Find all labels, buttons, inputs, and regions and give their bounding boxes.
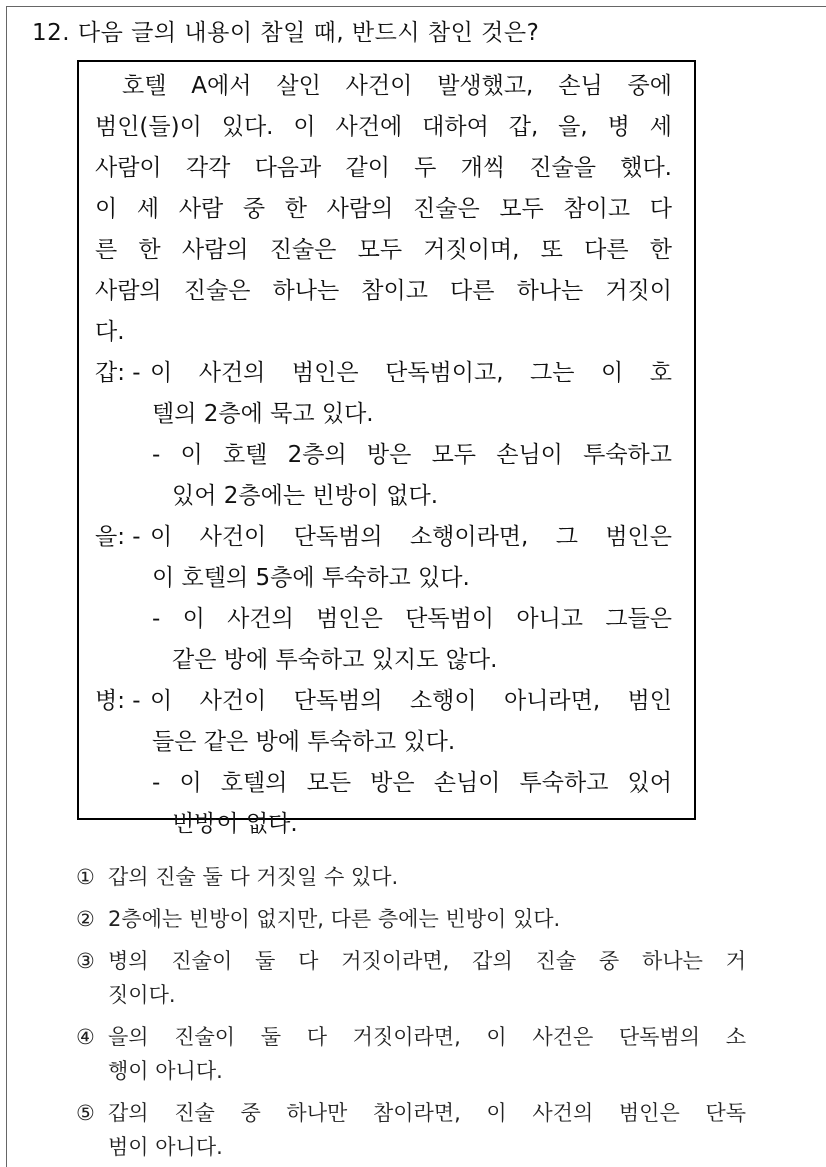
statement-line: 이 사건이 단독범의 소행이라면, 그 범인은 <box>150 524 672 550</box>
statement-line: 있어 2층에는 빈방이 없다. <box>172 483 439 509</box>
option-marker[interactable]: ④ <box>76 1025 95 1049</box>
option-marker[interactable]: ⑤ <box>76 1101 95 1125</box>
option-marker[interactable]: ① <box>76 865 95 889</box>
statement-line: 텔의 2층에 묵고 있다. <box>152 401 374 427</box>
statement-line: - 이 사건의 범인은 단독범이 아니고 그들은 <box>152 606 672 632</box>
option-text[interactable]: 범이 아니다. <box>108 1135 223 1159</box>
statement-line: 빈방이 없다. <box>172 811 298 837</box>
option-text[interactable]: 행이 아니다. <box>108 1059 223 1083</box>
passage-line: 이 세 사람 중 한 사람의 진술은 모두 참이고 다 <box>95 196 672 222</box>
passage-line: 다. <box>95 319 125 345</box>
option-text[interactable]: 갑의 진술 중 하나만 참이라면, 이 사건의 범인은 단독 <box>108 1101 746 1125</box>
speaker-label: 갑: - <box>95 360 141 386</box>
option-text[interactable]: 을의 진술이 둘 다 거짓이라면, 이 사건은 단독범의 소 <box>108 1025 746 1049</box>
statement-line: 같은 방에 투숙하고 있지도 않다. <box>172 647 498 673</box>
statement-line: - 이 호텔의 모든 방은 손님이 투숙하고 있어 <box>152 770 672 796</box>
passage-line: 호텔 A에서 살인 사건이 발생했고, 손님 중에 <box>122 73 672 99</box>
statement-line: 들은 같은 방에 투숙하고 있다. <box>152 729 456 755</box>
option-text[interactable]: 갑의 진술 둘 다 거짓일 수 있다. <box>108 865 399 889</box>
question-title <box>32 14 539 47</box>
statement-line: - 이 호텔 2층의 방은 모두 손님이 투숙하고 <box>152 442 672 468</box>
option-marker[interactable]: ② <box>76 907 95 931</box>
passage-line: 범인(들)이 있다. 이 사건에 대하여 갑, 을, 병 세 <box>95 114 672 140</box>
passage-line: 사람이 각각 다음과 같이 두 개씩 진술을 했다. <box>95 155 672 181</box>
question-text: 다음 글의 내용이 참일 때, 반드시 참인 것은? <box>77 20 540 46</box>
option-text[interactable]: 짓이다. <box>108 983 176 1007</box>
statement-line: 이 사건의 범인은 단독범이고, 그는 이 호 <box>150 360 672 386</box>
speaker-label: 을: - <box>95 524 141 550</box>
statement-line: 이 호텔의 5층에 투숙하고 있다. <box>152 565 470 591</box>
speaker-label: 병: - <box>95 688 141 714</box>
option-text[interactable]: 2층에는 빈방이 없지만, 다른 층에는 빈방이 있다. <box>108 907 561 931</box>
option-marker[interactable]: ③ <box>76 949 95 973</box>
question-number: 12. <box>32 20 71 46</box>
passage-line: 른 한 사람의 진술은 모두 거짓이며, 또 다른 한 <box>95 237 672 263</box>
option-text[interactable]: 병의 진술이 둘 다 거짓이라면, 갑의 진술 중 하나는 거 <box>108 949 746 973</box>
passage-line: 사람의 진술은 하나는 참이고 다른 하나는 거짓이 <box>95 278 672 304</box>
statement-line: 이 사건이 단독범의 소행이 아니라면, 범인 <box>150 688 672 714</box>
